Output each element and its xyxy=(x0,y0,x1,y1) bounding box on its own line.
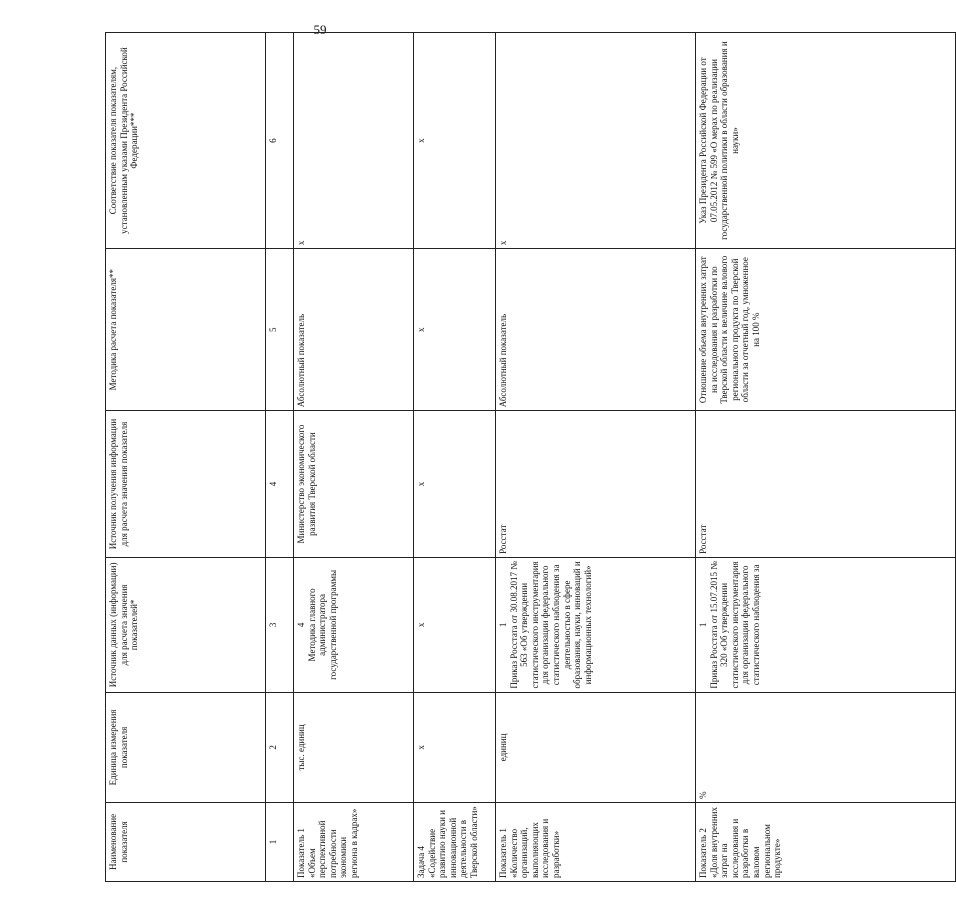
column-number-row xyxy=(266,33,294,882)
table-row xyxy=(414,33,496,882)
header-cell: Источник данных (информации) для расчета значения показателей* xyxy=(106,557,266,692)
column-number: 1 xyxy=(266,802,294,881)
header-row xyxy=(106,33,266,882)
column-number: 4 xyxy=(266,411,294,558)
header-cell: Источник получения информации для расчета значения показателя xyxy=(106,411,266,558)
indicator-name: Показатель 1 «Количество организаций, выполняющих исследования и разработки» xyxy=(496,802,696,881)
indicator-unit: тыс. единиц xyxy=(294,692,414,802)
indicator-source-info: Росстат xyxy=(696,411,956,558)
indicator-source-info: Росстат xyxy=(496,411,696,558)
column-number: 6 xyxy=(266,33,294,249)
header-cell: Единица измерения показателя xyxy=(106,692,266,802)
header-cell: Методика расчета показателя** xyxy=(106,249,266,411)
indicator-method: Абсолютный показатель xyxy=(496,249,696,411)
indicator-decree: х xyxy=(496,33,696,249)
indicator-name: Показатель 2 «Доля внутренних затрат на исследования и разработки в валовом региональном продукте» xyxy=(696,802,956,881)
indicator-table xyxy=(105,32,956,882)
indicator-decree: х xyxy=(414,33,496,249)
header-cell: Соответствие показателя показателям, установленным указами Президента Российской Федерации*** xyxy=(106,33,266,249)
table-row xyxy=(294,33,414,882)
indicator-method: Абсолютный показатель xyxy=(294,249,414,411)
task-name: Задача 4 «Содействие развитию науки и инновационной деятельности в Тверской области» xyxy=(414,802,496,881)
indicator-unit: % xyxy=(696,692,956,802)
indicator-source-data: 1 Приказ Росстата от 15.07.2015 № 320 «Об утверждении статистического инструментария для организации федерального статистического наблюдения за xyxy=(696,557,956,692)
column-number: 5 xyxy=(266,249,294,411)
indicator-decree: Указ Президента Российской Федерации от 07.05.2012 № 599 «О мерах по реализации государственной политики в области образования и науки» xyxy=(696,33,956,249)
column-number: 3 xyxy=(266,557,294,692)
column-number: 2 xyxy=(266,692,294,802)
indicator-unit: х xyxy=(414,692,496,802)
indicator-source-data: 4 Методика главного администратора государственной программы xyxy=(294,557,414,692)
indicator-decree: х xyxy=(294,33,414,249)
rotated-table-wrapper xyxy=(105,32,783,882)
table-row xyxy=(696,33,956,882)
indicator-source-data: 1 Приказ Росстата от 30.08.2017 № 563 «Об утверждении статистического инструментария для организации федерального статистического наблюдения за деятельностью в сфере образования, науки, инноваций и информационных технологий» xyxy=(496,557,696,692)
header-cell: Наименование показателя xyxy=(106,802,266,881)
indicator-source-info: х xyxy=(414,411,496,558)
indicator-source-info: Министерство экономического развития Тверской области xyxy=(294,411,414,558)
indicator-name: Показатель 1 «Объем перспективной потребности экономики региона в кадрах» xyxy=(294,802,414,881)
indicator-source-data: х xyxy=(414,557,496,692)
indicator-method: х xyxy=(414,249,496,411)
page-number: 59 xyxy=(313,22,327,37)
table-row xyxy=(496,33,696,882)
indicator-method: Отношение объема внутренних затрат на исследования и разработки по Тверской области к величине валового регионального продукта по Тверской области за отчетный год, умноженное на 100 % xyxy=(696,249,956,411)
indicator-unit: единиц xyxy=(496,692,696,802)
